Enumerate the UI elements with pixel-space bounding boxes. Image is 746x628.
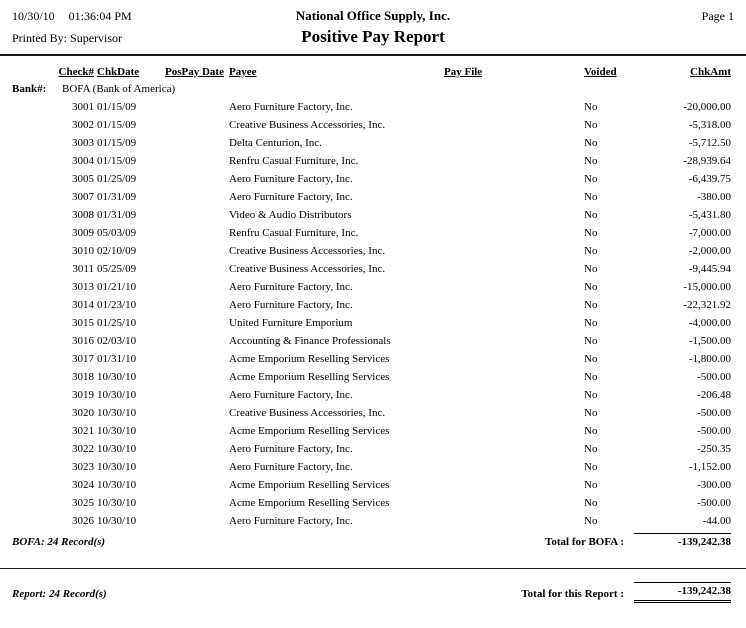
report-title: Positive Pay Report: [301, 27, 445, 46]
cell-payee: Aero Furniture Factory, Inc.: [229, 461, 353, 473]
cell-check-amount: -250.35: [697, 443, 731, 455]
cell-check-number: 3016: [72, 335, 94, 347]
table-row: [0, 260, 746, 278]
cell-voided: No: [584, 299, 598, 311]
cell-check-number: 3008: [72, 209, 94, 221]
table-row: [0, 494, 746, 512]
cell-pospay-date: [165, 404, 229, 422]
cell-pospay-date: [165, 260, 229, 278]
cell-check-number: 3015: [72, 317, 94, 329]
cell-check-amount: -500.00: [697, 371, 731, 383]
cell-pay-file: [444, 314, 584, 332]
cell-check-amount: -500.00: [697, 425, 731, 437]
table-row: [0, 152, 746, 170]
cell-check-number: 3005: [72, 173, 94, 185]
cell-payee: Accounting & Finance Professionals: [229, 335, 391, 347]
cell-payee: Aero Furniture Factory, Inc.: [229, 101, 353, 113]
cell-voided: No: [584, 119, 598, 131]
cell-pospay-date: [165, 422, 229, 440]
page-number: Page 1: [701, 9, 734, 23]
cell-check-date: 01/15/09: [97, 137, 137, 149]
cell-voided: No: [584, 137, 598, 149]
cell-check-number: 3007: [72, 191, 94, 203]
report-total-amount: -139,242.38: [634, 582, 731, 603]
cell-check-amount: -1,500.00: [688, 335, 731, 347]
cell-check-amount: -44.00: [702, 515, 731, 527]
cell-pay-file: [444, 98, 584, 116]
cell-payee: United Furniture Emporium: [229, 317, 353, 329]
table-row: [0, 116, 746, 134]
cell-payee: Acme Emporium Reselling Services: [229, 425, 390, 437]
cell-check-number: 3018: [72, 371, 94, 383]
cell-payee: Acme Emporium Reselling Services: [229, 497, 390, 509]
cell-pay-file: [444, 206, 584, 224]
table-row: [0, 350, 746, 368]
cell-voided: No: [584, 515, 598, 527]
cell-check-number: 3020: [72, 407, 94, 419]
cell-voided: No: [584, 263, 598, 275]
cell-voided: No: [584, 155, 598, 167]
cell-pay-file: [444, 368, 584, 386]
cell-voided: No: [584, 371, 598, 383]
cell-pay-file: [444, 152, 584, 170]
cell-check-number: 3001: [72, 101, 94, 113]
cell-voided: No: [584, 425, 598, 437]
table-row: [0, 242, 746, 260]
cell-check-amount: -6,439.75: [688, 173, 731, 185]
cell-pospay-date: [165, 440, 229, 458]
cell-check-date: 01/25/09: [97, 173, 137, 185]
cell-check-amount: -380.00: [697, 191, 731, 203]
print-datetime: [12, 9, 296, 24]
table-row: [0, 98, 746, 116]
cell-pospay-date: [165, 494, 229, 512]
cell-check-amount: -1,152.00: [688, 461, 731, 473]
cell-voided: No: [584, 173, 598, 185]
printed-by: [12, 31, 301, 46]
cell-pay-file: [444, 440, 584, 458]
cell-pospay-date: [165, 206, 229, 224]
table-row: [0, 422, 746, 440]
print-time: 01:36:04 PM: [68, 9, 132, 23]
cell-payee: Aero Furniture Factory, Inc.: [229, 173, 353, 185]
cell-voided: No: [584, 407, 598, 419]
cell-check-date: 10/30/10: [97, 407, 137, 419]
report-record-count: Report: 24 Record(s): [12, 588, 107, 600]
cell-pay-file: [444, 260, 584, 278]
cell-payee: Aero Furniture Factory, Inc.: [229, 299, 353, 311]
column-header-row: [0, 64, 746, 80]
cell-check-amount: -4,000.00: [688, 317, 731, 329]
report-total-label: Total for this Report :: [521, 588, 624, 600]
cell-pospay-date: [165, 314, 229, 332]
cell-check-number: 3019: [72, 389, 94, 401]
cell-check-date: 01/21/10: [97, 281, 137, 293]
print-date: 10/30/10: [12, 9, 55, 23]
table-row: [0, 332, 746, 350]
cell-voided: No: [584, 317, 598, 329]
cell-check-date: 01/15/09: [97, 119, 137, 131]
cell-check-amount: -500.00: [697, 407, 731, 419]
cell-pospay-date: [165, 368, 229, 386]
printed-by-label: Printed By:: [12, 31, 68, 45]
cell-pospay-date: [165, 98, 229, 116]
table-row: [0, 512, 746, 530]
cell-pay-file: [444, 458, 584, 476]
cell-check-date: 10/30/10: [97, 515, 137, 527]
table-row: [0, 314, 746, 332]
cell-check-date: 10/30/10: [97, 371, 137, 383]
cell-check-amount: -20,000.00: [683, 101, 731, 113]
cell-voided: No: [584, 335, 598, 347]
cell-pay-file: [444, 404, 584, 422]
cell-check-number: 3013: [72, 281, 94, 293]
table-row: [0, 386, 746, 404]
cell-payee: Creative Business Accessories, Inc.: [229, 245, 386, 257]
cell-check-amount: -1,800.00: [688, 353, 731, 365]
bank-record-count: BOFA: 24 Record(s): [12, 536, 106, 548]
cell-check-number: 3023: [72, 461, 94, 473]
cell-check-date: 10/30/10: [97, 461, 137, 473]
cell-payee: Acme Emporium Reselling Services: [229, 371, 390, 383]
cell-check-date: 05/03/09: [97, 227, 137, 239]
cell-check-amount: -7,000.00: [688, 227, 731, 239]
cell-check-number: 3009: [72, 227, 94, 239]
cell-pay-file: [444, 512, 584, 530]
cell-voided: No: [584, 191, 598, 203]
col-header-payee: Payee: [229, 66, 257, 78]
cell-check-amount: -500.00: [697, 497, 731, 509]
cell-check-date: 02/10/09: [97, 245, 137, 257]
cell-voided: No: [584, 101, 598, 113]
bank-label: Bank#:: [12, 83, 47, 95]
cell-check-date: 10/30/10: [97, 479, 137, 491]
cell-pay-file: [444, 116, 584, 134]
cell-pay-file: [444, 476, 584, 494]
cell-check-number: 3003: [72, 137, 94, 149]
cell-check-amount: -15,000.00: [683, 281, 731, 293]
cell-payee: Creative Business Accessories, Inc.: [229, 119, 386, 131]
footer-rule: [0, 568, 746, 569]
cell-check-number: 3021: [72, 425, 94, 437]
bank-group-header: [0, 80, 746, 98]
cell-pospay-date: [165, 170, 229, 188]
cell-check-number: 3010: [72, 245, 94, 257]
cell-check-amount: -5,431.80: [688, 209, 731, 221]
cell-voided: No: [584, 353, 598, 365]
cell-check-amount: -300.00: [697, 479, 731, 491]
cell-voided: No: [584, 389, 598, 401]
cell-pospay-date: [165, 332, 229, 350]
cell-voided: No: [584, 281, 598, 293]
col-header-chkamt: ChkAmt: [690, 66, 731, 78]
table-body: [0, 98, 746, 530]
cell-check-number: 3026: [72, 515, 94, 527]
cell-pospay-date: [165, 296, 229, 314]
table-row: [0, 440, 746, 458]
table-row: [0, 296, 746, 314]
cell-payee: Renfru Casual Furniture, Inc.: [229, 227, 359, 239]
cell-payee: Aero Furniture Factory, Inc.: [229, 515, 353, 527]
cell-pospay-date: [165, 350, 229, 368]
table-row: [0, 224, 746, 242]
cell-check-amount: -206.48: [697, 389, 731, 401]
cell-check-date: 01/25/10: [97, 317, 137, 329]
cell-payee: Creative Business Accessories, Inc.: [229, 263, 386, 275]
cell-pospay-date: [165, 152, 229, 170]
cell-voided: No: [584, 497, 598, 509]
cell-check-amount: -5,318.00: [688, 119, 731, 131]
report-total-row: [0, 582, 746, 603]
cell-check-date: 10/30/10: [97, 443, 137, 455]
cell-pay-file: [444, 170, 584, 188]
cell-pospay-date: [165, 134, 229, 152]
cell-check-amount: -22,321.92: [683, 299, 731, 311]
cell-payee: Aero Furniture Factory, Inc.: [229, 191, 353, 203]
cell-pay-file: [444, 332, 584, 350]
cell-payee: Acme Emporium Reselling Services: [229, 479, 390, 491]
cell-pay-file: [444, 494, 584, 512]
header-row-1: [0, 8, 746, 24]
cell-pospay-date: [165, 278, 229, 296]
cell-check-date: 01/31/09: [97, 191, 137, 203]
cell-check-date: 01/15/09: [97, 101, 137, 113]
cell-check-number: 3024: [72, 479, 94, 491]
cell-voided: No: [584, 227, 598, 239]
table-row: [0, 206, 746, 224]
cell-pay-file: [444, 278, 584, 296]
company-name: National Office Supply, Inc.: [295, 8, 451, 23]
cell-voided: No: [584, 479, 598, 491]
cell-check-amount: -9,445.94: [688, 263, 731, 275]
cell-check-date: 05/25/09: [97, 263, 137, 275]
table-row: [0, 134, 746, 152]
cell-payee: Acme Emporium Reselling Services: [229, 353, 390, 365]
cell-payee: Delta Centurion, Inc.: [229, 137, 322, 149]
table-row: [0, 368, 746, 386]
cell-check-number: 3025: [72, 497, 94, 509]
cell-check-amount: -2,000.00: [688, 245, 731, 257]
col-header-pay-file: Pay File: [444, 66, 483, 78]
cell-check-number: 3014: [72, 299, 94, 311]
cell-pospay-date: [165, 458, 229, 476]
cell-pospay-date: [165, 188, 229, 206]
cell-pospay-date: [165, 242, 229, 260]
cell-voided: No: [584, 443, 598, 455]
cell-payee: Aero Furniture Factory, Inc.: [229, 443, 353, 455]
printed-by-value: Supervisor: [70, 31, 123, 45]
cell-check-date: 02/03/10: [97, 335, 137, 347]
cell-pay-file: [444, 188, 584, 206]
cell-pay-file: [444, 386, 584, 404]
cell-pay-file: [444, 350, 584, 368]
cell-check-number: 3004: [72, 155, 94, 167]
cell-check-date: 01/31/09: [97, 209, 137, 221]
cell-check-amount: -5,712.50: [688, 137, 731, 149]
col-header-check: Check#: [58, 66, 94, 78]
cell-pospay-date: [165, 476, 229, 494]
cell-payee: Aero Furniture Factory, Inc.: [229, 389, 353, 401]
cell-check-number: 3022: [72, 443, 94, 455]
cell-pay-file: [444, 134, 584, 152]
bank-name: BOFA (Bank of America): [62, 83, 176, 95]
table-row: [0, 476, 746, 494]
cell-check-date: 01/31/10: [97, 353, 137, 365]
cell-check-date: 10/30/10: [97, 389, 137, 401]
cell-check-number: 3002: [72, 119, 94, 131]
cell-check-date: 01/15/09: [97, 155, 137, 167]
cell-payee: Creative Business Accessories, Inc.: [229, 407, 386, 419]
header-row-2: [0, 24, 746, 47]
table-row: [0, 188, 746, 206]
cell-pay-file: [444, 224, 584, 242]
table-row: [0, 404, 746, 422]
bank-total-amount: -139,242.38: [634, 533, 731, 551]
col-header-chkdate: ChkDate: [97, 66, 140, 78]
cell-pospay-date: [165, 224, 229, 242]
cell-check-number: 3017: [72, 353, 94, 365]
cell-pay-file: [444, 242, 584, 260]
table-row: [0, 170, 746, 188]
table-row: [0, 458, 746, 476]
cell-payee: Aero Furniture Factory, Inc.: [229, 281, 353, 293]
cell-check-amount: -28,939.64: [683, 155, 731, 167]
cell-voided: No: [584, 209, 598, 221]
cell-pospay-date: [165, 512, 229, 530]
cell-pay-file: [444, 422, 584, 440]
cell-payee: Video & Audio Distributors: [229, 209, 352, 221]
cell-check-date: 01/23/10: [97, 299, 137, 311]
cell-pospay-date: [165, 116, 229, 134]
cell-check-number: 3011: [72, 263, 94, 275]
cell-pay-file: [444, 296, 584, 314]
cell-pospay-date: [165, 386, 229, 404]
cell-voided: No: [584, 461, 598, 473]
cell-check-date: 10/30/10: [97, 425, 137, 437]
bank-subtotal-row: [0, 533, 746, 551]
col-header-pospay-date: PosPay Date: [165, 66, 224, 78]
col-header-voided: Voided: [584, 66, 617, 78]
cell-voided: No: [584, 245, 598, 257]
cell-check-date: 10/30/10: [97, 497, 137, 509]
table-row: [0, 278, 746, 296]
cell-payee: Renfru Casual Furniture, Inc.: [229, 155, 359, 167]
header-rule: [0, 54, 746, 56]
bank-total-label: Total for BOFA :: [545, 536, 624, 548]
